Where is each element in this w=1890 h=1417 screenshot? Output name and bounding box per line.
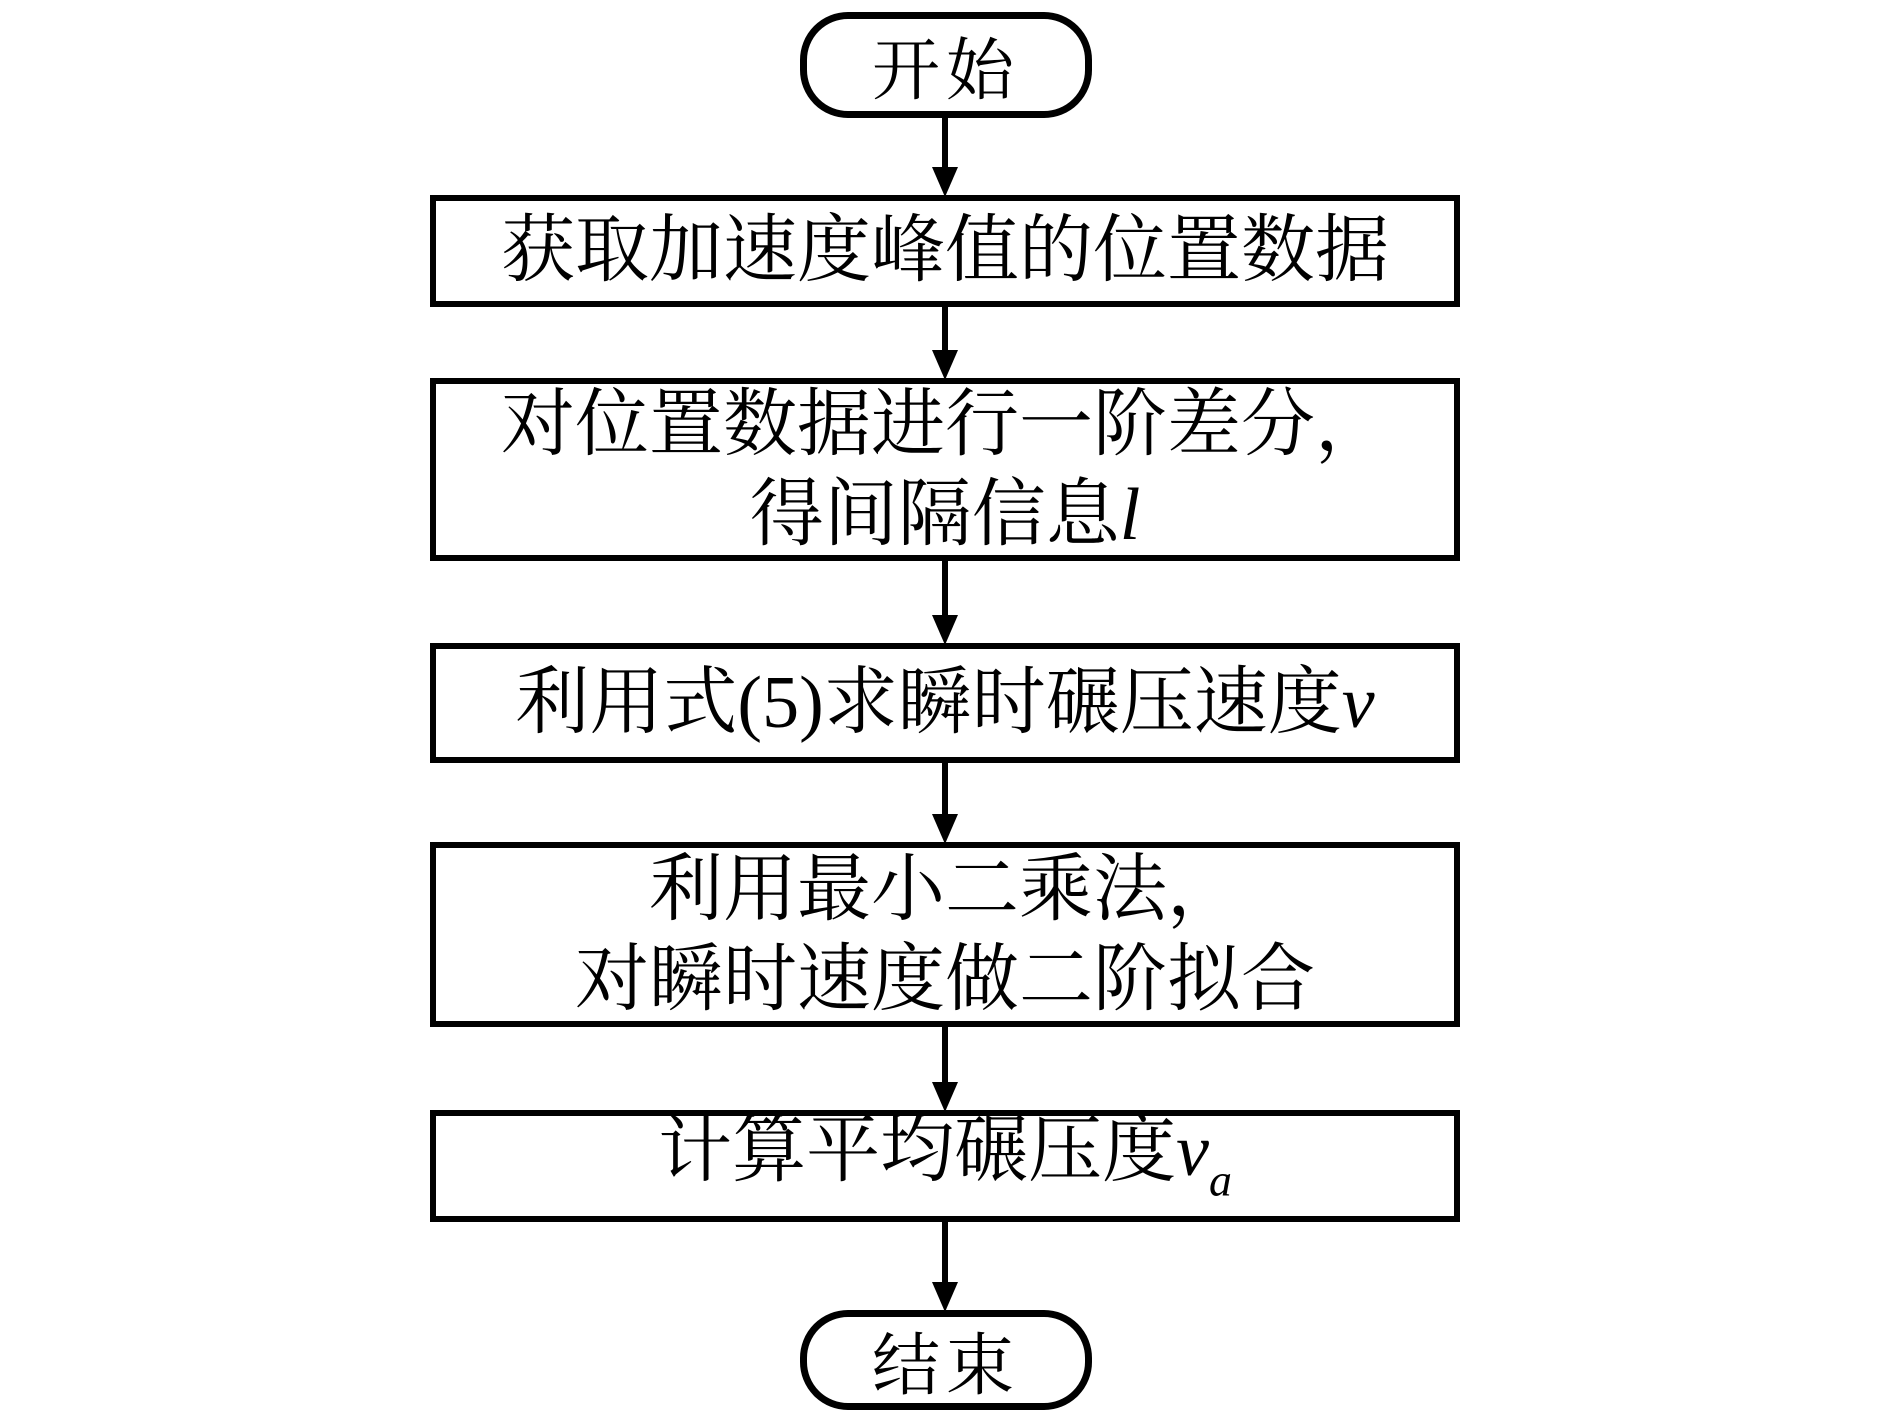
start-label: 开始 (871, 32, 1020, 109)
arrow-shaft (942, 763, 948, 818)
down-arrow-6 (932, 1222, 958, 1312)
process-box-5 (430, 1110, 1460, 1222)
process-box-4-line-2 (575, 935, 1315, 1025)
process-box-3-line-1 (515, 658, 1374, 748)
down-arrow-3 (932, 560, 958, 645)
process-box-5-line-1 (658, 1106, 1232, 1226)
process-box-5-text: 计算平均碾压度 (658, 1110, 1177, 1193)
process-box-3 (430, 643, 1460, 763)
process-box-2 (430, 378, 1460, 561)
process-box-1-text: 获取加速度峰值的位置数据 (501, 210, 1389, 292)
down-arrow-4 (932, 763, 958, 844)
arrow-shaft (942, 560, 948, 619)
math-symbol-v: v (1341, 662, 1375, 744)
process-box-4-line-1-text: 利用最小二乘法， (649, 848, 1241, 931)
start-node (800, 12, 1092, 118)
process-box-2-line-2-text: 得间隔信息 (749, 473, 1120, 556)
arrow-shaft (942, 1222, 948, 1286)
process-box-2-line-1 (501, 380, 1389, 470)
process-box-1-line-1 (501, 206, 1389, 296)
down-arrow-1 (932, 117, 958, 197)
down-arrow-5 (932, 1027, 958, 1112)
arrowhead-icon (932, 350, 958, 380)
process-box-1 (430, 195, 1460, 307)
arrow-shaft (942, 117, 948, 171)
arrowhead-icon (932, 167, 958, 197)
math-symbol-l: l (1119, 473, 1141, 556)
end-label: 结束 (871, 1327, 1020, 1404)
process-box-4 (430, 842, 1460, 1027)
end-node (800, 1310, 1092, 1410)
arrowhead-icon (932, 615, 958, 645)
process-box-2-line-2 (750, 470, 1141, 560)
math-subscript-a: a (1208, 1154, 1232, 1206)
arrow-shaft (942, 1027, 948, 1086)
arrowhead-icon (932, 1282, 958, 1312)
process-box-3-text: 利用式(5)求瞬时碾压速度 (515, 662, 1342, 744)
arrowhead-icon (932, 814, 958, 844)
process-box-4-line-2-text: 对瞬时速度做二阶拟合 (575, 938, 1315, 1021)
math-symbol-v: v (1176, 1110, 1209, 1193)
down-arrow-2 (932, 307, 958, 380)
arrow-shaft (942, 307, 948, 354)
process-box-4-line-1 (649, 845, 1241, 935)
process-box-2-line-1-text: 对位置数据进行一阶差分， (501, 383, 1389, 466)
